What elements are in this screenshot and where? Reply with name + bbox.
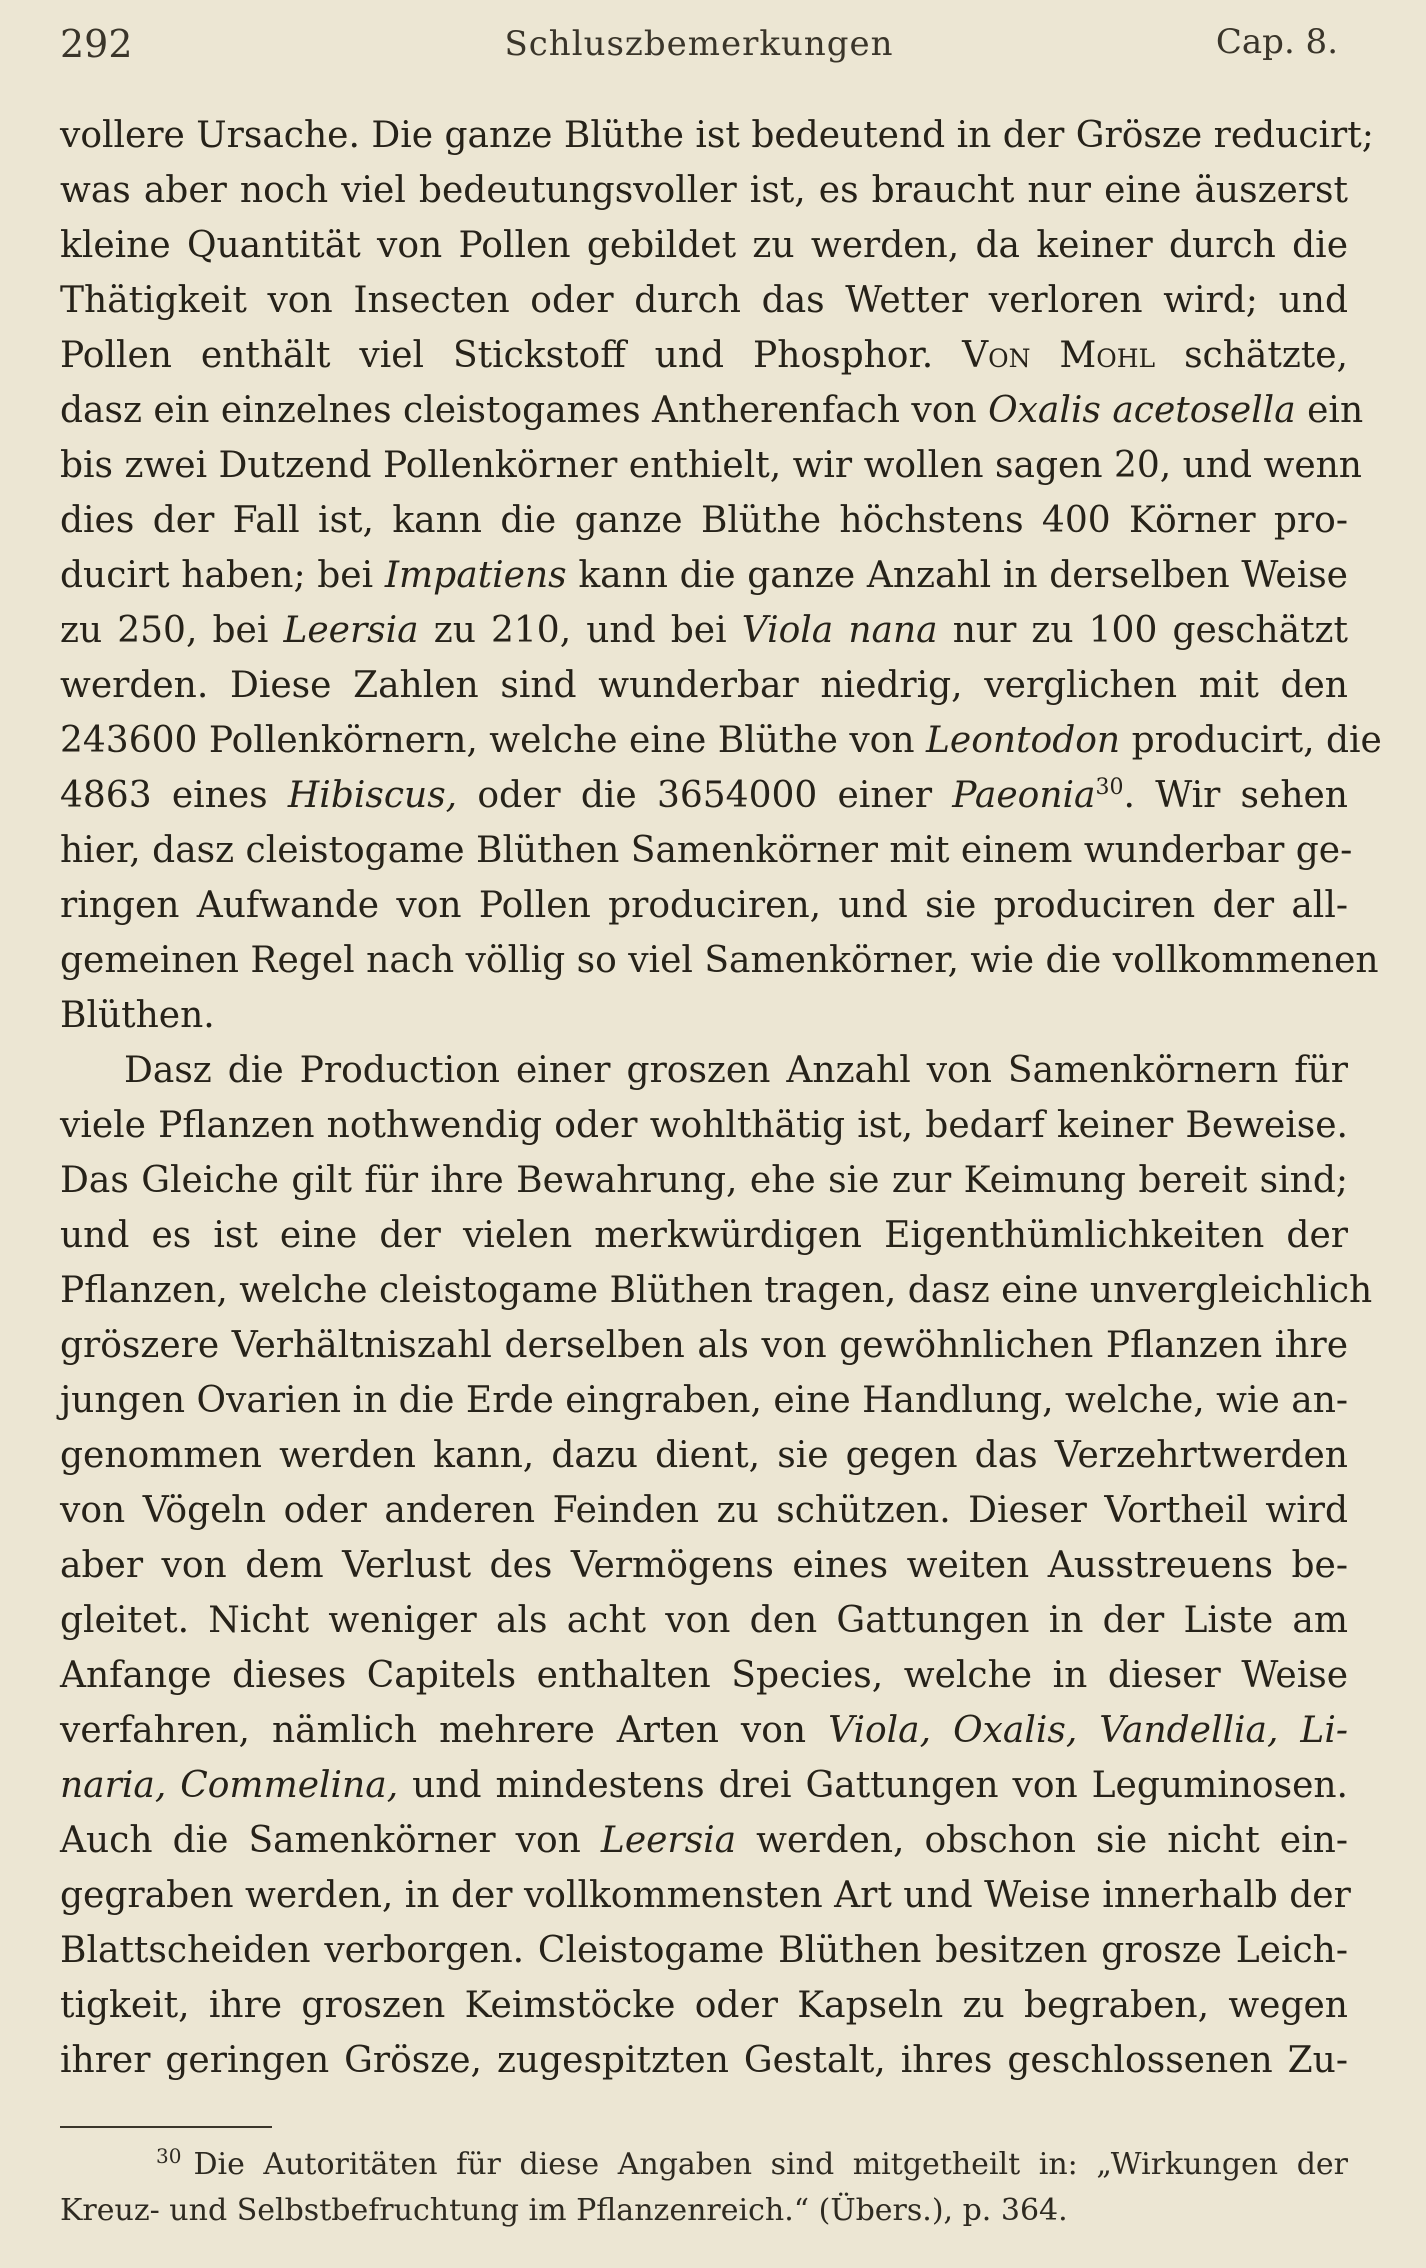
text-line: Das Gleiche gilt für ihre Bewahrung, ehe sie zur Keimung bereit sind; <box>60 1160 1348 1201</box>
text-line: was aber noch viel bedeutungsvoller ist, es braucht nur eine äuszerst <box>60 170 1348 211</box>
running-title: Schluszbemerkungen <box>504 24 894 64</box>
species-name: Oxalis acetosella <box>988 390 1296 431</box>
footnote <box>60 2142 1348 2234</box>
text-line: gleitet. Nicht weniger als acht von den Gattungen in der Liste am <box>60 1600 1348 1641</box>
text-line: ihrer geringen Grösze, zugespitzten Gestalt, ihres geschlossenen Zu- <box>60 2040 1348 2081</box>
text-line: zu 250, bei Leersia zu 210, und bei Viola nana nur zu 100 geschätzt <box>60 610 1348 651</box>
species-name: Viola nana <box>741 610 938 651</box>
genus-name: Hibiscus, <box>287 775 458 816</box>
text-line: Blattscheiden verborgen. Cleistogame Blüthen besitzen grosze Leich- <box>60 1930 1348 1971</box>
text-line: vollere Ursache. Die ganze Blüthe ist bedeutend in der Grösze reducirt; <box>60 115 1374 156</box>
text-line: Auch die Samenkörner von Leersia werden, obschon sie nicht ein- <box>60 1820 1348 1861</box>
text-line: ducirt haben; bei Impatiens kann die ganze Anzahl in derselben Weise <box>60 555 1348 596</box>
text-line: Anfange dieses Capitels enthalten Species, welche in dieser Weise <box>60 1655 1348 1696</box>
text-line: Pollen enthält viel Stickstoff und Phosphor. Von Mohl schätzte, <box>60 335 1348 376</box>
text-line: bis zwei Dutzend Pollenkörner enthielt, wir wollen sagen 20, und wenn <box>60 445 1362 486</box>
text-line: verfahren, nämlich mehrere Arten von Viola, Oxalis, Vandellia, Li- <box>60 1710 1348 1751</box>
text-line: gegraben werden, in der vollkommensten Art und Weise innerhalb der <box>60 1875 1351 1916</box>
author-name: Von Mohl <box>962 335 1156 376</box>
text-line: Dasz die Production einer groszen Anzahl von Samenkörnern für <box>124 1050 1348 1091</box>
genus-name: Leontodon <box>925 720 1121 761</box>
text-line: ringen Aufwande von Pollen produciren, und sie produciren der all- <box>60 885 1348 926</box>
text-line: gröszere Verhältniszahl derselben als von gewöhnlichen Pflanzen ihre <box>60 1325 1348 1366</box>
text-line: 4863 eines Hibiscus, oder die 3654000 einer Paeonia$^{30}$. Wir sehen <box>60 775 1348 816</box>
text-line: gemeinen Regel nach völlig so viel Samenkörner, wie die vollkommenen <box>60 940 1379 981</box>
text-line: Pflanzen, welche cleistogame Blüthen tragen, dasz eine unvergleichlich <box>60 1270 1373 1311</box>
footnote-number: 30 <box>156 2144 182 2168</box>
text-line: viele Pflanzen nothwendig oder wohlthätig ist, bedarf keiner Beweise. <box>60 1105 1348 1146</box>
text-line: Blüthen. <box>60 995 215 1036</box>
genus-name: Leersia <box>600 1820 737 1861</box>
text-line: von Vögeln oder anderen Feinden zu schützen. Dieser Vortheil wird <box>60 1490 1348 1531</box>
genus-name: Impatiens <box>384 555 567 596</box>
chapter-label: Cap. 8. <box>1215 22 1338 62</box>
text-line: Thätigkeit von Insecten oder durch das Wetter verloren wird; und <box>60 280 1348 321</box>
text-line: genommen werden kann, dazu dient, sie gegen das Verzehrtwerden <box>60 1435 1348 1476</box>
text-line: 243600 Pollenkörnern, welche eine Blüthe von Leontodon producirt, die <box>60 720 1382 761</box>
genus-name: Leersia <box>283 610 419 651</box>
genus-list: naria, Commelina, <box>60 1765 399 1806</box>
text-line: und es ist eine der vielen merkwürdigen Eigenthümlichkeiten der <box>60 1215 1348 1256</box>
text-line: naria, Commelina, und mindestens drei Gattungen von Leguminosen. <box>60 1765 1348 1806</box>
main-text <box>60 108 1382 2088</box>
genus-list: Viola, Oxalis, Vandellia, Li- <box>828 1710 1348 1751</box>
footnote-ref: 30 <box>1095 775 1124 800</box>
text-line: werden. Diese Zahlen sind wunderbar niedrig, verglichen mit den <box>60 665 1348 706</box>
text-line: aber von dem Verlust des Vermögens eines weiten Ausstreuens be- <box>60 1545 1348 1586</box>
running-header <box>60 22 1338 78</box>
genus-name: Paeonia <box>952 775 1096 816</box>
text-line: kleine Quantität von Pollen gebildet zu werden, da keiner durch die <box>60 225 1348 266</box>
footnote-line: Kreuz- und Selbstbefruchtung im Pflanzenreich.“ (Übers.), p. 364. <box>60 2193 1068 2228</box>
text-line: dasz ein einzelnes cleistogames Antherenfach von Oxalis acetosella ein <box>60 390 1364 431</box>
footnote-divider <box>60 2126 272 2128</box>
text-line: jungen Ovarien in die Erde eingraben, eine Handlung, welche, wie an- <box>60 1380 1349 1421</box>
text-line: tigkeit, ihre groszen Keimstöcke oder Kapseln zu begraben, wegen <box>60 1985 1348 2026</box>
text-line: hier, dasz cleistogame Blüthen Samenkörner mit einem wunderbar ge- <box>60 830 1353 871</box>
footnote-line: $^{30}$ Die Autoritäten für diese Angaben sind mitgetheilt in: „Wirkungen der <box>156 2144 1348 2182</box>
text-line: dies der Fall ist, kann die ganze Blüthe höchstens 400 Körner pro- <box>60 500 1348 541</box>
page-number: 292 <box>60 22 133 66</box>
